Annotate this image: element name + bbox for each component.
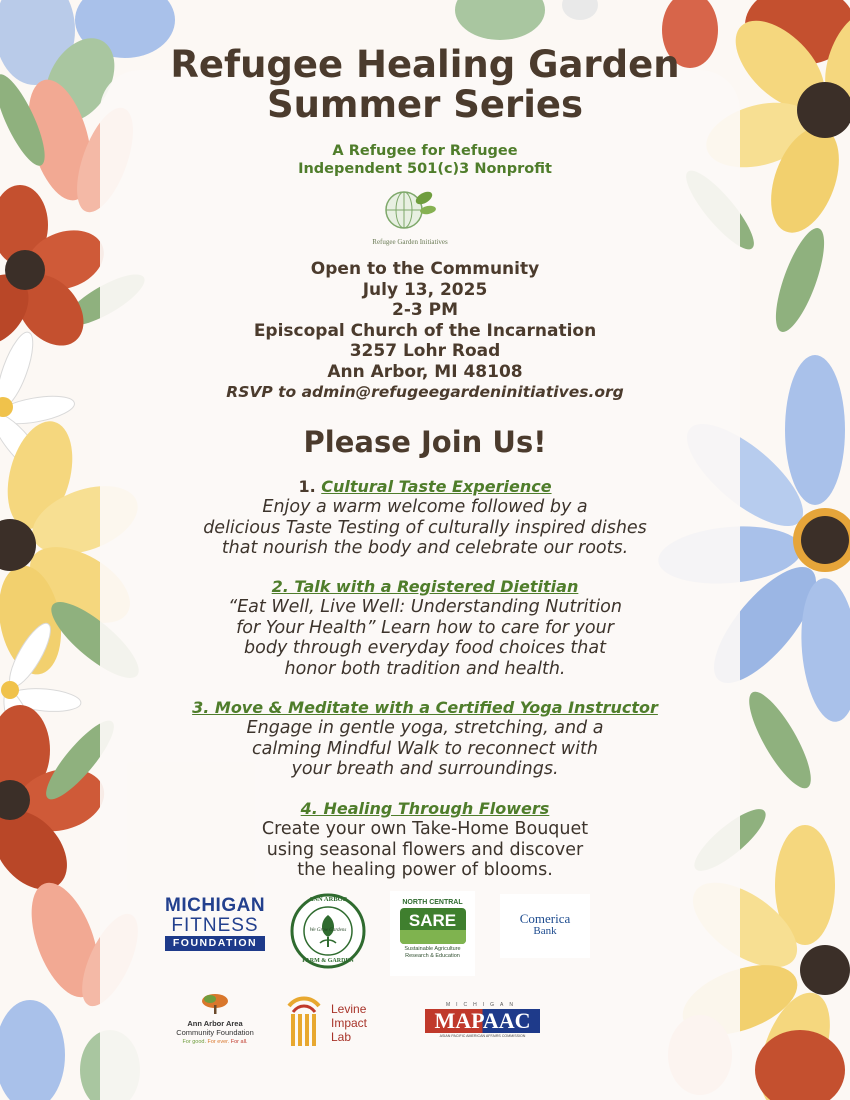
activity-2-desc-2: for Your Health” Learn how to care for your — [236, 617, 614, 638]
tree-icon — [200, 993, 230, 1015]
activity-3-desc-3: your breath and surroundings. — [291, 759, 559, 780]
activity-1-title: Cultural Taste Experience — [321, 477, 552, 496]
levine-mark-icon — [285, 994, 323, 1048]
aaacf-tagline — [165, 1037, 265, 1047]
sare-line-3: Sustainable Agriculture — [404, 946, 461, 952]
ann-arbor-farm-garden-logo — [290, 893, 366, 969]
levine-line-3: Lab — [331, 1030, 352, 1044]
activity-1 — [0, 477, 850, 559]
michigan-fitness-foundation-logo — [165, 896, 265, 956]
activity-1-number: 1. — [298, 477, 316, 496]
aaacf-tag-2: For ever. — [207, 1039, 230, 1045]
activity-4-title: 4. Healing Through Flowers — [300, 799, 550, 818]
mff-line-1: MICHIGAN — [165, 895, 266, 916]
activity-2-desc-1: “Eat Well, Live Well: Understanding Nutrition — [228, 597, 622, 617]
aafg-ring-top: ANN ARBOR — [308, 896, 348, 903]
sare-field-icon — [400, 908, 466, 944]
levine-line-2: Impact — [331, 1016, 368, 1030]
sare-line-1: NORTH CENTRAL — [402, 899, 463, 906]
comerica-line-2: Bank — [533, 925, 557, 937]
rsvp-link[interactable]: RSVP to admin@refugeegardeninitiatives.org — [226, 383, 624, 401]
event-details — [0, 259, 850, 403]
aaacf-tag-1: For good. — [182, 1039, 206, 1045]
north-central-sare-logo — [390, 891, 475, 976]
join-heading: Please Join Us! — [303, 425, 547, 459]
mapaac-sub: ASIAN PACIFIC AMERICAN AFFAIRS COMMISSION — [439, 1034, 526, 1038]
aaacf-tag-3: For all. — [230, 1039, 248, 1045]
activity-1-desc-3: that nourish the body and celebrate our roots. — [221, 538, 629, 559]
event-date: July 13, 2025 — [362, 279, 488, 300]
event-venue: Episcopal Church of the Incarnation — [253, 320, 597, 341]
activity-1-heading — [0, 477, 850, 497]
activity-3-desc-2: calming Mindful Walk to reconnect with — [252, 738, 598, 759]
tagline — [0, 142, 850, 178]
title-line-2: Summer Series — [266, 83, 584, 126]
activity-2 — [0, 577, 850, 679]
levine-text — [331, 1002, 367, 1044]
refugee-garden-initiatives-logo — [355, 186, 465, 248]
sare-line-2: SARE — [408, 911, 457, 930]
aafg-ring-bottom: FARM & GARDEN — [302, 958, 354, 964]
activity-4-desc-2: using seasonal flowers and discover — [266, 839, 584, 860]
activity-4 — [0, 799, 850, 881]
aaacf-line-1: Ann Arbor Area — [187, 1019, 243, 1028]
activity-4-desc-3: the healing power of blooms. — [297, 860, 553, 881]
sare-line-4: Research & Education — [405, 953, 460, 959]
ann-arbor-area-community-foundation-logo — [165, 993, 265, 1053]
levine-line-1: Levine — [331, 1002, 367, 1016]
aaacf-line-2: Community Foundation — [176, 1028, 254, 1037]
activity-1-desc-1: Enjoy a warm welcome followed by a — [262, 497, 588, 517]
activity-3-title: 3. Move & Meditate with a Certified Yoga Instructor — [192, 698, 658, 717]
activity-1-desc-2: delicious Taste Testing of culturally inspired dishes — [203, 517, 647, 538]
event-time: 2-3 PM — [391, 300, 458, 320]
comerica-line-1: Comerica — [519, 911, 571, 926]
activity-4-desc-1: Create your own Take-Home Bouquet — [261, 819, 589, 839]
activity-2-title: 2. Talk with a Registered Dietitian — [271, 577, 579, 596]
mapaac-top: MICHIGAN — [446, 1002, 519, 1008]
aafg-center: We Grow Gardens — [309, 928, 347, 933]
org-logo-caption: Refugee Garden Initiatives — [372, 238, 448, 246]
tagline-line-1: A Refugee for Refugee — [332, 143, 518, 159]
event-city: Ann Arbor, MI 48108 — [327, 361, 523, 382]
comerica-bank-logo — [500, 894, 590, 958]
mapaac-name: MAPAAC — [425, 1009, 540, 1033]
event-title — [0, 45, 850, 125]
activity-2-desc-3: body through everyday food choices that — [244, 638, 606, 659]
activity-3-desc-1: Engage in gentle yoga, stretching, and a — [246, 718, 604, 738]
mff-line-3: FOUNDATION — [165, 936, 265, 951]
activity-2-desc-4: honor both tradition and health. — [284, 658, 566, 679]
globe-leaf-icon — [382, 186, 438, 234]
open-to-community: Open to the Community — [310, 259, 540, 279]
event-street: 3257 Lohr Road — [349, 341, 501, 361]
title-line-1: Refugee Healing Garden — [170, 43, 680, 86]
tagline-line-2: Independent 501(c)3 Nonprofit — [298, 161, 552, 177]
mff-line-2: FITNESS — [171, 915, 259, 936]
activity-3 — [0, 698, 850, 780]
levine-impact-lab-logo — [285, 994, 368, 1050]
mapaac-logo — [425, 1002, 540, 1046]
